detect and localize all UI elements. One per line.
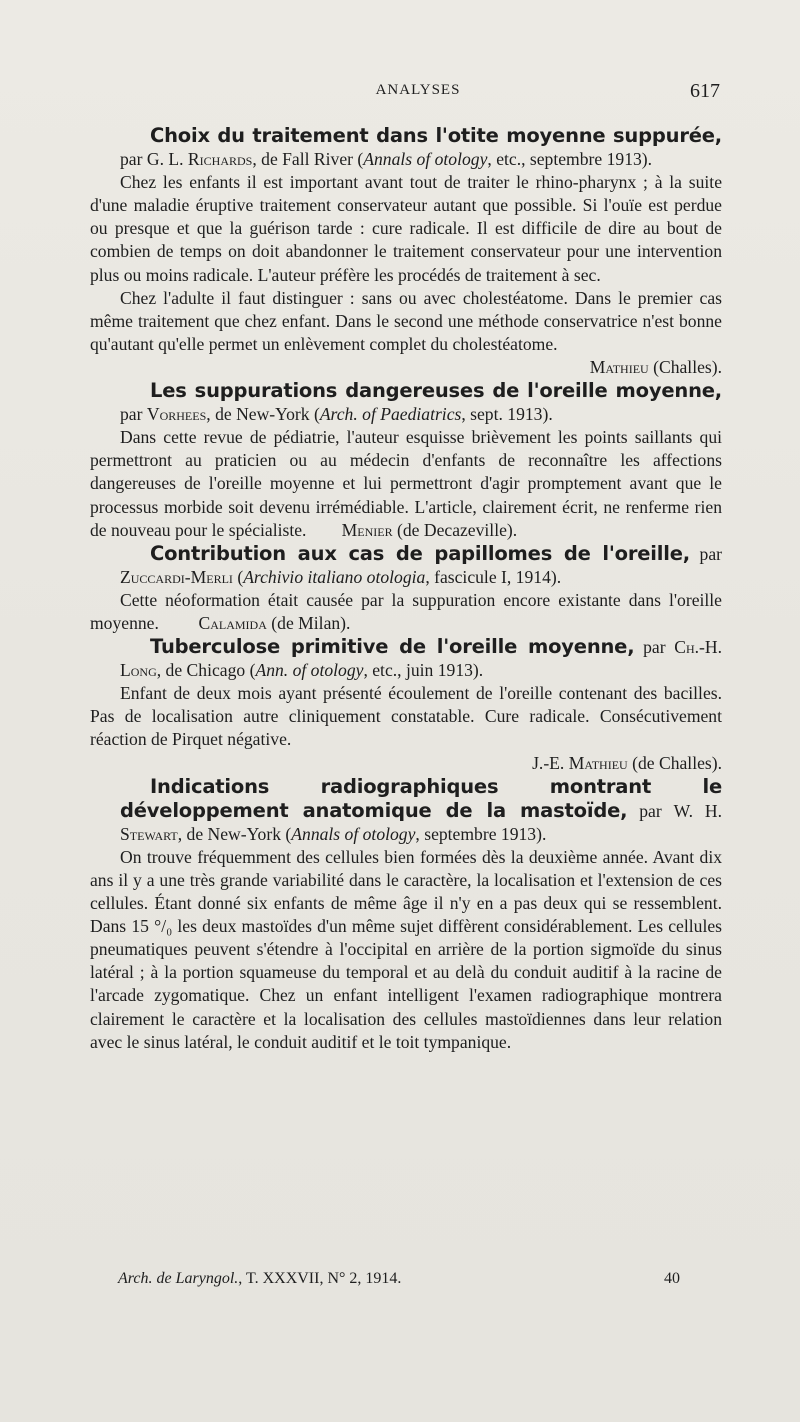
article-heading xyxy=(90,542,722,589)
article-by: par xyxy=(120,404,143,425)
article-ref-pre: ( xyxy=(232,566,244,587)
signature-mark: 40 xyxy=(664,1270,680,1287)
article-journal: Arch. of Paediatrics xyxy=(319,404,462,425)
signature-place: (de Decazeville). xyxy=(392,519,518,540)
article-author: Zuccardi-Merli xyxy=(120,566,233,587)
article-author: Ch.-H. Long xyxy=(120,637,722,681)
signature-name: Mathieu xyxy=(589,356,649,377)
article-2 xyxy=(90,379,722,542)
article-1 xyxy=(90,124,722,379)
article-by: par xyxy=(699,543,722,564)
article-title: Choix du traitement dans l'otite moyenne suppurée, xyxy=(150,124,722,147)
article-journal: Ann. of otology xyxy=(255,660,364,681)
article-ref-pre: , de New-York ( xyxy=(206,404,320,425)
article-paragraph: Chez l'adulte il faut distinguer : sans ou avec cholestéatome. Dans le premier cas même traitement que chez enfant. Dans le second une méthode conservatrice n'est bonne qu'autant qu'elle permet un enlèvement complet du cholestéatome. xyxy=(90,287,722,354)
article-5 xyxy=(90,775,722,1054)
signature-name: J.-E. Mathieu xyxy=(532,752,628,773)
article-title: Contribution aux cas de papillomes de l'oreille, xyxy=(150,541,690,565)
article-ref-post: , etc., septembre 1913). xyxy=(487,149,653,170)
article-paragraph xyxy=(90,426,722,541)
article-paragraph: Chez les enfants il est important avant tout de traiter le rhino-pharynx ; à la suite d'une maladie éruptive traitement conservateur autant que possible. Si l'ouïe est perdue ou presque et que la guérison tarde : cure radicale. Il est difficile de dire au bout de combien de temps on doit abandonner le traitement conservateur pour une intervention plus ou moins radicale. L'auteur préfère les procédés de traitement à sec. xyxy=(90,172,722,285)
signature-name: Calamida xyxy=(198,612,267,633)
footer-volume: , T. XXXVII, N° 2, 1914. xyxy=(238,1270,402,1287)
article-journal: Annals of otology xyxy=(363,149,488,170)
page-footer xyxy=(118,1270,680,1294)
page-number: 617 xyxy=(690,80,720,102)
footer-journal: Arch. de Laryngol. xyxy=(118,1270,239,1287)
article-ref-post: , fascicule I, 1914). xyxy=(425,566,562,587)
running-title: ANALYSES xyxy=(375,82,461,98)
article-title: Les suppurations dangereuses de l'oreille moyenne, xyxy=(150,379,722,403)
article-ref-pre: , de Chicago ( xyxy=(156,660,256,681)
signature-place: (Challes). xyxy=(648,356,722,377)
article-paragraph-text: Cette néoformation était causée par la suppuration encore existante dans l'oreille moyenne. xyxy=(90,589,722,633)
article-heading xyxy=(90,124,722,171)
signature-name: Menier xyxy=(341,519,393,540)
article-paragraph: On trouve fréquemment des cellules bien formées dès la deuxième année. Avant dix ans il y a une très grande variabilité dans le caractère, la localisation et l'extension de ces cellules. Étant donné six enfants de même âge il n'y en a pas deux qui se ressemblent. Dans 15 °/₀ les deux mastoïdes d'un même sujet diffèrent considérablement. Les cellules pneumatiques peuvent s'étendre à l'occipital en arrière de la portion sigmoïde du sinus latéral ; à la portion squameuse du temporal et au delà du conduit auditif à la racine de l'arcade zygomatique. Chez un enfant intelligent l'examen radiographique montrera clairement le caractère et la localisation des cellules mastoïdiennes dans leur relation avec le sinus latéral, le conduit auditif et le toit tympanique. xyxy=(90,846,722,1052)
article-paragraph-text: Dans cette revue de pédiatrie, l'auteur esquisse brièvement les points saillants qui permettront au praticien ou au médecin d'enfants de reconnaître les affections dangereuses de l'oreille moyenne et lui permettront d'agir promptement avant que le processus morbide soit devenu irrémédiable. L'article, clairement écrit, ne renferme rien de nouveau pour le spécialiste. xyxy=(90,427,722,540)
article-signature xyxy=(90,752,722,775)
article-signature xyxy=(90,356,722,379)
article-heading xyxy=(90,775,722,846)
article-ref-post: , etc., juin 1913). xyxy=(363,660,484,681)
article-by: par xyxy=(120,149,143,170)
article-ref-pre: , de Fall River ( xyxy=(252,149,364,170)
article-title: Indications radiographiques montrant le développement anatomique de la mastoïde, xyxy=(120,774,722,822)
article-by: par xyxy=(639,800,662,821)
page-header xyxy=(116,82,720,104)
article-heading xyxy=(90,379,722,426)
signature-place: (de Milan). xyxy=(266,612,351,633)
article-journal: Archivio italiano otologia xyxy=(243,566,426,587)
article-4 xyxy=(90,635,722,775)
article-by: par xyxy=(643,637,666,658)
footer-citation xyxy=(118,1270,401,1288)
article-heading xyxy=(90,635,722,682)
article-3 xyxy=(90,542,722,635)
page-body xyxy=(90,124,722,1054)
article-ref-pre: , de New-York ( xyxy=(177,823,292,844)
article-author: G. L. Richards xyxy=(146,149,253,170)
article-title: Tuberculose primitive de l'oreille moyenne, xyxy=(150,635,635,659)
article-paragraph xyxy=(90,589,722,635)
article-author: Vorhees xyxy=(146,404,207,425)
article-journal: Annals of otology xyxy=(291,823,416,844)
article-ref-post: , septembre 1913). xyxy=(415,823,547,844)
article-paragraph: Enfant de deux mois ayant présenté écoulement de l'oreille contenant des bacilles. Pas de localisation autre cliniquement constatable. Cure radicale. Consécutivement réaction de Pirquet négative. xyxy=(90,683,722,750)
signature-place: (de Challes). xyxy=(627,752,722,773)
article-author: W. H. Stewart xyxy=(120,800,722,844)
article-ref-post: , sept. 1913). xyxy=(461,404,553,425)
